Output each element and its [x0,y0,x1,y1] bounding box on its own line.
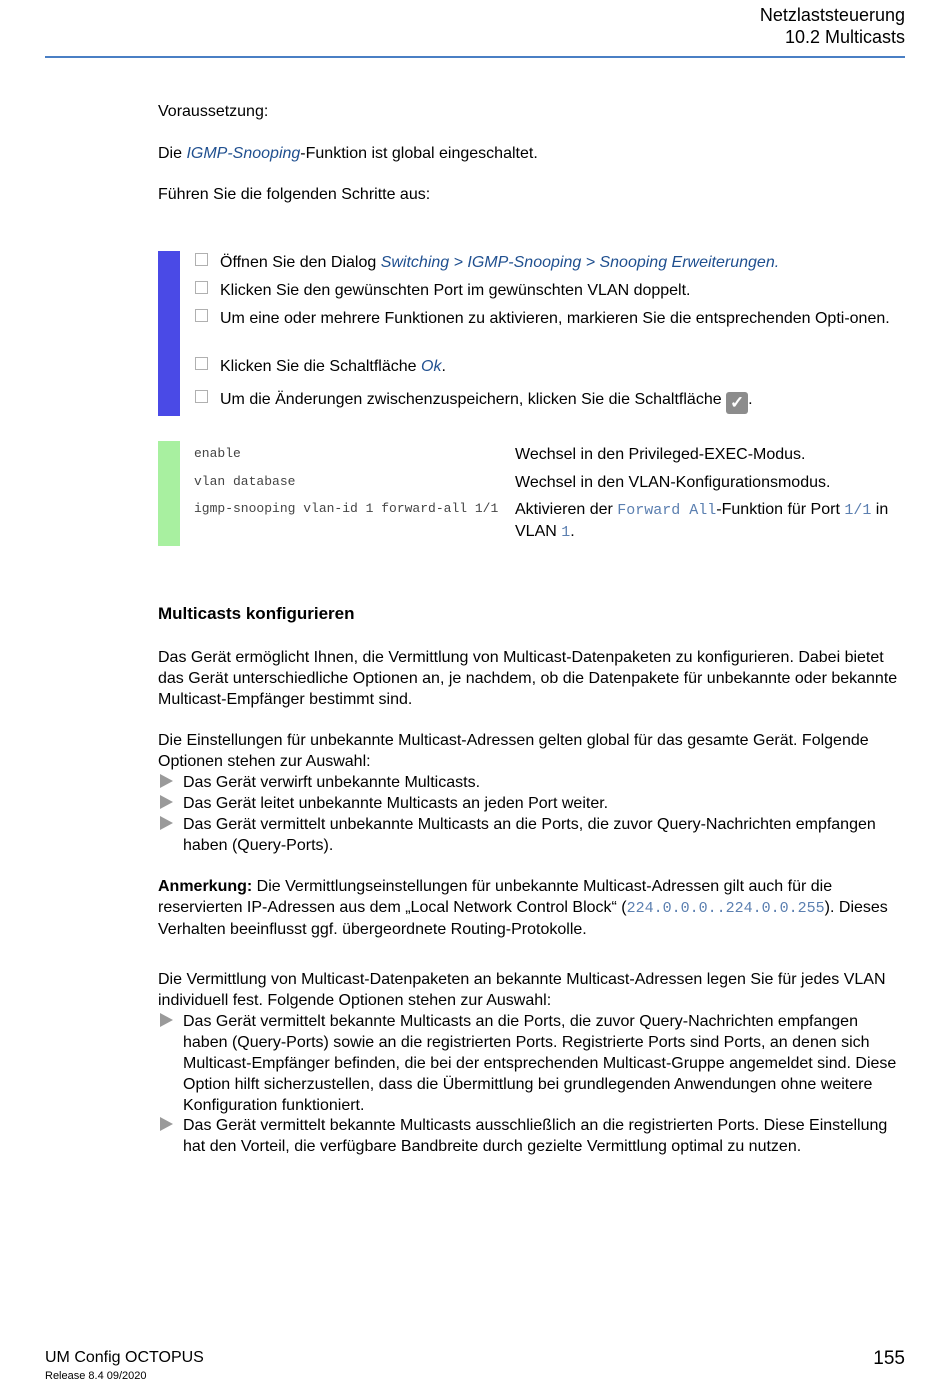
checkbox-icon[interactable] [195,253,208,266]
bullet-arrow-icon [160,816,173,830]
known-intro: Die Vermittlung von Multicast-Datenpaketen an bekannte Multicast-Adressen legen Sie für jedes VLAN individuell fest. Folgende Optionen stehen zur Auswahl: [158,971,886,1009]
step-item: Um eine oder mehrere Funktionen zu aktivieren, markieren Sie die entsprechenden Opti-onen. [195,308,905,329]
list-item: Das Gerät vermittelt unbekannte Multicasts an die Ports, die zuvor Query-Nachrichten empfangen haben (Query-Ports). [160,814,905,856]
cli-description: Wechsel in den Privileged-EXEC-Modus. [515,446,806,463]
list-item: Das Gerät leitet unbekannte Multicasts an jeden Port weiter. [160,793,905,814]
section-intro: Das Gerät ermöglicht Ihnen, die Vermittlung von Multicast-Datenpaketen zu konfigurieren. Dabei bietet das Gerät unterschiedliche Optionen an, je nachdem, ob die Datenpakete für unbekannte oder bekannte Multicast-Empfänger bestimmt sind. [158,649,898,708]
cli-marker [158,441,180,546]
note-label: Anmerkung: [158,878,253,895]
save-checkmark-icon: ✓ [726,392,748,414]
cli-command: vlan database [194,474,296,489]
bullet-arrow-icon [160,795,173,809]
header [760,4,905,48]
step-item: Öffnen Sie den Dialog Switching > IGMP-Snooping > Snooping Erweiterungen. [195,252,905,273]
bullet-arrow-icon [160,774,173,788]
bullet-arrow-icon [160,1117,173,1131]
bullet-arrow-icon [160,1013,173,1027]
checkbox-icon[interactable] [195,281,208,294]
prereq-line: Die IGMP-Snooping-Funktion ist global eingeschaltet. [158,145,538,162]
section-title: 10.2 Multicasts [784,27,905,47]
cli-description: Aktivieren der Forward All-Funktion für Port 1/1 in VLAN 1. [515,501,889,541]
prereq-label: Voraussetzung: [158,103,269,120]
cli-command: igmp-snooping vlan-id 1 forward-all 1/1 [194,501,499,516]
list-item: Das Gerät vermittelt bekannte Multicasts an die Ports, die zuvor Query-Nachrichten empfangen haben (Query-Ports) sowie an die registrierten Ports. Registrierte Ports sind Ports, an denen sich Multicast-Empfänger befinden, die bei der entsprechenden Multicast-Gruppe angemeldet sind. Diese Option hilft sicherzustellen, dass die Übermittlung bei grundlegenden Anwendungen ohne weitere Konfiguration funktioniert. [160,1011,905,1116]
chapter-title: Netzlaststeuerung [759,5,905,25]
footer-doc-title: UM Config OCTOPUS [45,1349,204,1366]
note: Anmerkung: Die Vermittlungseinstellungen für unbekannte Multicast-Adressen gilt auch für die reservierten IP-Adressen aus dem „Local Network Control Block“ (224.0.0.0..224.0.0.255). Dieses Verhalten beeinflusst ggf. übergeordnete Routing-Protokolle. [158,878,888,938]
checkbox-icon[interactable] [195,390,208,403]
checkbox-icon[interactable] [195,309,208,322]
header-rule [45,56,905,58]
cli-command: enable [194,446,241,461]
list-item: Das Gerät vermittelt bekannte Multicasts ausschließlich an die registrierten Ports. Diese Einstellung hat den Vorteil, die verfügbare Bandbreite durch gezielte Vermittlung optimal zu nutzen. [160,1115,905,1157]
steps-intro: Führen Sie die folgenden Schritte aus: [158,186,431,203]
checkbox-icon[interactable] [195,357,208,370]
list-item: Das Gerät verwirft unbekannte Multicasts. [160,772,905,793]
footer-release: Release 8.4 09/2020 [45,1370,147,1382]
page-number: 155 [873,1348,905,1369]
igmp-snooping-link: IGMP-Snooping [186,145,301,162]
step-item: Um die Änderungen zwischenzuspeichern, klicken Sie die Schaltfläche ✓ . [195,389,905,414]
step-item: Klicken Sie den gewünschten Port im gewünschten VLAN doppelt. [195,280,905,301]
step-item: Klicken Sie die Schaltfläche Ok. [195,356,905,377]
address-range: 224.0.0.0..224.0.0.255 [626,900,825,917]
dialog-path: Switching > IGMP-Snooping > Snooping Erweiterungen [380,254,775,271]
section-heading: Multicasts konfigurieren [158,604,355,623]
unknown-intro: Die Einstellungen für unbekannte Multicast-Adressen gelten global für das gesamte Gerät. Folgende Optionen stehen zur Auswahl: [158,732,869,770]
gui-steps-marker [158,251,180,416]
ok-button-ref: Ok [421,358,442,375]
cli-description: Wechsel in den VLAN-Konfigurationsmodus. [515,474,831,491]
